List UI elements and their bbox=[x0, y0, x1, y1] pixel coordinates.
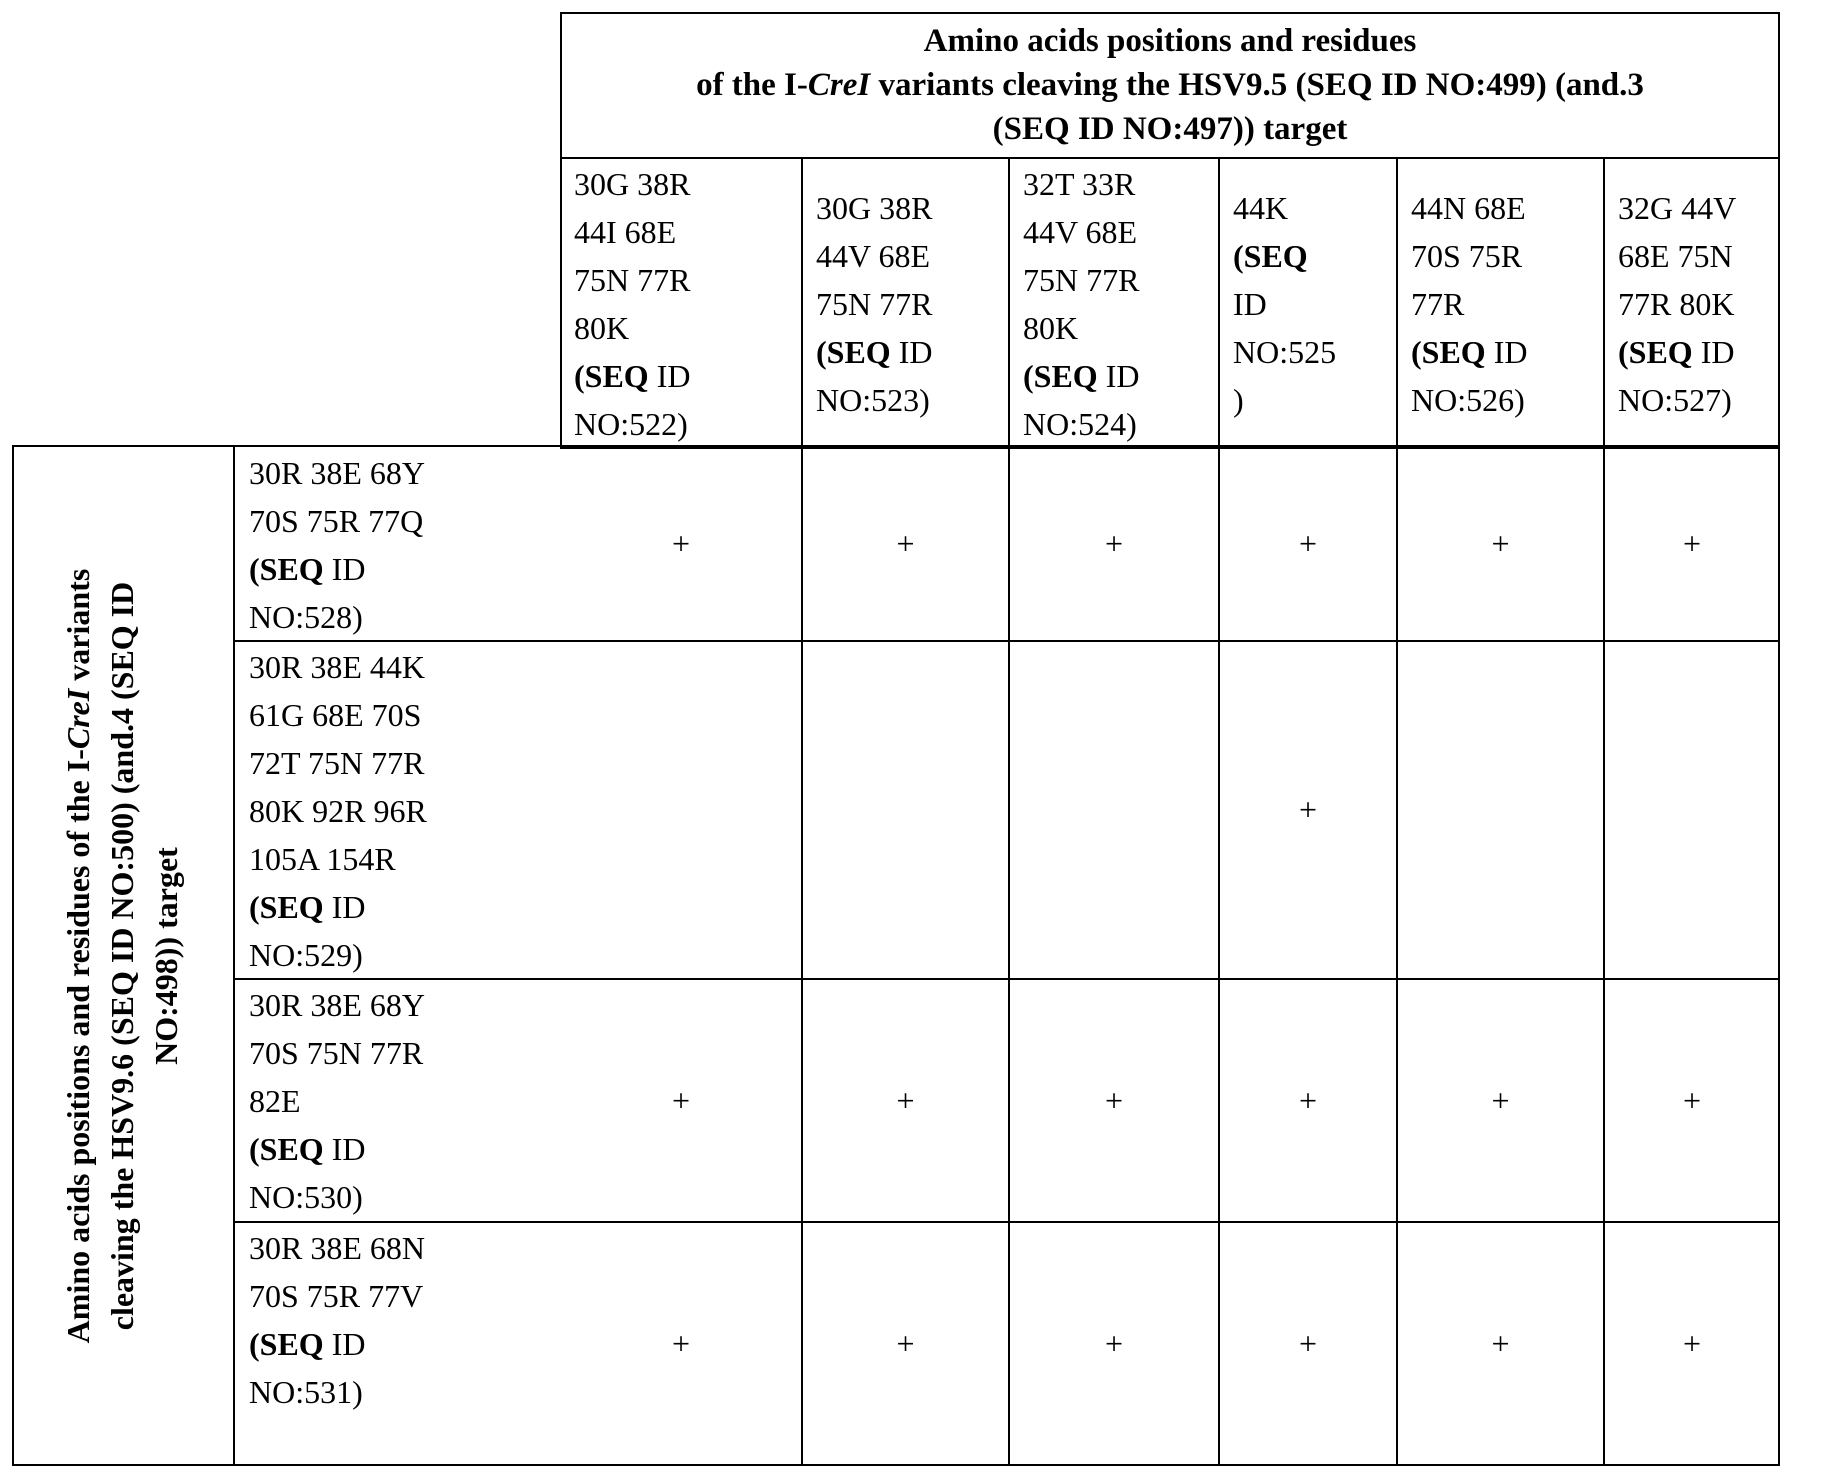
cell-line: 32G 44V bbox=[1618, 184, 1780, 232]
cell-line: 30R 38E 68N bbox=[249, 1224, 560, 1272]
cell-line: 30G 38R bbox=[574, 160, 802, 208]
text-segment: NO:498)) target bbox=[148, 847, 184, 1065]
column-header bbox=[1604, 160, 1780, 447]
cell-line: NO:525 bbox=[1233, 328, 1397, 376]
cell-line: 75N 77R bbox=[816, 280, 1009, 328]
cell-line: (SEQ ID bbox=[1618, 328, 1780, 376]
cell-line: 44I 68E bbox=[574, 208, 802, 256]
text-segment: of the I- bbox=[696, 67, 808, 103]
cell-line: NO:522) bbox=[574, 400, 802, 448]
cell-line: (SEQ ID bbox=[1411, 328, 1604, 376]
cell-line: NO:526) bbox=[1411, 376, 1604, 424]
cell-line: 77R 80K bbox=[1618, 280, 1780, 328]
cleavage-mark: + bbox=[1683, 1082, 1701, 1119]
side-line bbox=[144, 447, 188, 1466]
cell-line: NO:524) bbox=[1023, 400, 1219, 448]
text-segment: CreI bbox=[60, 689, 96, 749]
cell-line: 68E 75N bbox=[1618, 232, 1780, 280]
cell-line: 61G 68E 70S bbox=[249, 691, 560, 739]
cleavage-mark: + bbox=[1491, 1326, 1509, 1363]
cleavage-mark: + bbox=[896, 1082, 914, 1119]
cell-line: 75N 77R bbox=[1023, 256, 1219, 304]
cell-line: NO:530) bbox=[249, 1173, 560, 1221]
cell-line: NO:523) bbox=[816, 376, 1009, 424]
cell-line: 70S 75R 77Q bbox=[249, 497, 560, 545]
text-segment: (SEQ ID NO:497)) target bbox=[993, 111, 1348, 147]
cell-line: 30R 38E 68Y bbox=[249, 449, 560, 497]
column-header bbox=[560, 160, 802, 447]
cleavage-mark: + bbox=[1299, 1082, 1317, 1119]
title-line bbox=[993, 107, 1348, 151]
cleavage-mark: + bbox=[1299, 1326, 1317, 1363]
cell-line: 105A 154R bbox=[249, 835, 560, 883]
cell-line: (SEQ ID bbox=[249, 883, 560, 931]
cleavage-mark: + bbox=[896, 526, 914, 563]
cell-line: 44V 68E bbox=[816, 232, 1009, 280]
cell-line: (SEQ ID bbox=[816, 328, 1009, 376]
cell-line: (SEQ ID bbox=[249, 1125, 560, 1173]
text-segment: CreI bbox=[808, 67, 870, 103]
text-segment: variants bbox=[60, 569, 96, 689]
cleavage-mark: + bbox=[896, 1326, 914, 1363]
cell-line: (SEQ ID bbox=[249, 1320, 560, 1368]
cell-line: (SEQ ID bbox=[574, 352, 802, 400]
grid-line bbox=[233, 1221, 1780, 1223]
cell-line: 82E bbox=[249, 1077, 560, 1125]
cleavage-mark: + bbox=[1683, 526, 1701, 563]
cleavage-mark: + bbox=[1299, 792, 1317, 829]
cleavage-mark: + bbox=[672, 1082, 690, 1119]
cell-line: NO:529) bbox=[249, 931, 560, 979]
cell-line: (SEQ ID bbox=[249, 545, 560, 593]
cell-line: 30G 38R bbox=[816, 184, 1009, 232]
cell-line: 44V 68E bbox=[1023, 208, 1219, 256]
cell-line: 70S 75N 77R bbox=[249, 1029, 560, 1077]
cell-line: 77R bbox=[1411, 280, 1604, 328]
cell-line: (SEQ bbox=[1233, 232, 1397, 280]
cell-line: 72T 75N 77R bbox=[249, 739, 560, 787]
cleavage-mark: + bbox=[1105, 526, 1123, 563]
title-line bbox=[924, 19, 1417, 63]
row-group-title bbox=[56, 447, 188, 1466]
text-segment: Amino acids positions and residues of the I- bbox=[60, 749, 96, 1343]
cleavage-mark: + bbox=[1105, 1082, 1123, 1119]
cell-line: (SEQ ID bbox=[1023, 352, 1219, 400]
text-segment: variants cleaving the HSV9.5 (SEQ ID NO:499) (and.3 bbox=[870, 67, 1644, 103]
column-header bbox=[1009, 160, 1219, 447]
cell-line: 70S 75R 77V bbox=[249, 1272, 560, 1320]
cell-line: NO:531) bbox=[249, 1368, 560, 1416]
cell-line: 44N 68E bbox=[1411, 184, 1604, 232]
cell-line: 80K bbox=[1023, 304, 1219, 352]
cell-line: 80K 92R 96R bbox=[249, 787, 560, 835]
text-segment: Amino acids positions and residues bbox=[924, 23, 1417, 59]
column-group-title bbox=[560, 12, 1780, 157]
title-line bbox=[696, 63, 1644, 107]
column-header bbox=[1219, 160, 1397, 447]
column-header bbox=[1397, 160, 1604, 447]
cell-line: 30R 38E 68Y bbox=[249, 981, 560, 1029]
cell-line: NO:527) bbox=[1618, 376, 1780, 424]
cell-line: ID bbox=[1233, 280, 1397, 328]
cleavage-mark: + bbox=[1491, 526, 1509, 563]
cell-line: ) bbox=[1233, 376, 1397, 424]
cell-line: 44K bbox=[1233, 184, 1397, 232]
cleavage-mark: + bbox=[672, 526, 690, 563]
side-line bbox=[100, 447, 144, 1466]
cleavage-mark: + bbox=[1683, 1326, 1701, 1363]
cleavage-mark: + bbox=[1491, 1082, 1509, 1119]
row-header bbox=[233, 643, 560, 979]
cell-line: 32T 33R bbox=[1023, 160, 1219, 208]
cell-line: 75N 77R bbox=[574, 256, 802, 304]
side-line bbox=[56, 447, 100, 1466]
cell-line: 80K bbox=[574, 304, 802, 352]
row-header bbox=[233, 981, 560, 1221]
cell-line: NO:528) bbox=[249, 593, 560, 641]
column-header bbox=[802, 160, 1009, 447]
row-header bbox=[233, 1224, 560, 1416]
row-header bbox=[233, 449, 560, 641]
cell-line: 70S 75R bbox=[1411, 232, 1604, 280]
cleavage-mark: + bbox=[1299, 526, 1317, 563]
cleavage-mark: + bbox=[672, 1326, 690, 1363]
cleavage-mark: + bbox=[1105, 1326, 1123, 1363]
text-segment: cleaving the HSV9.6 (SEQ ID NO:500) (and.4 (SEQ ID bbox=[104, 582, 140, 1331]
cell-line: 30R 38E 44K bbox=[249, 643, 560, 691]
